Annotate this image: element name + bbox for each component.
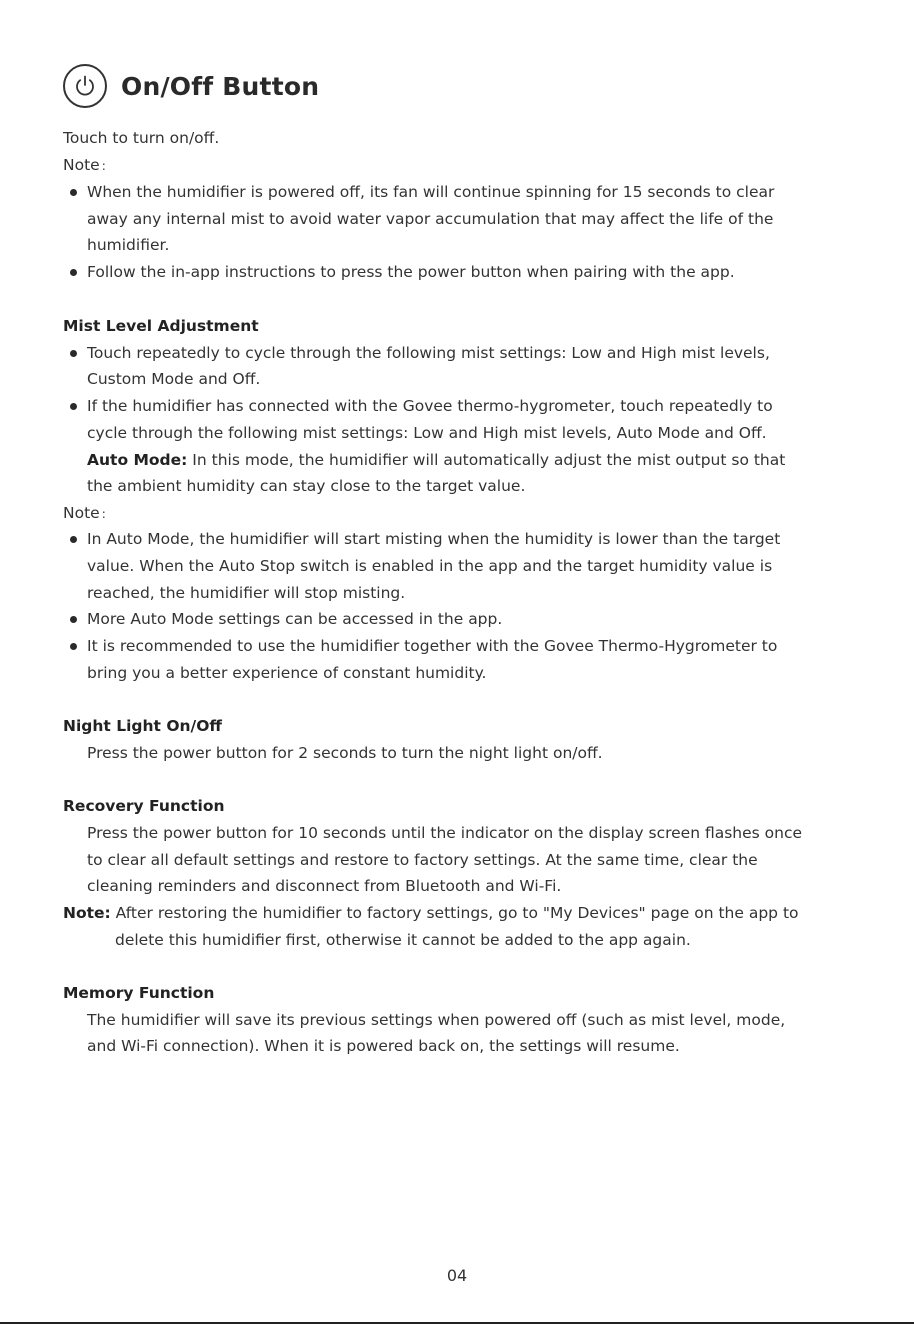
onoff-bullet1-line3: humidifier.: [87, 236, 170, 254]
memory-line2: and Wi-Fi connection). When it is powered back on, the settings will resume.: [87, 1037, 680, 1055]
bullet-dot: [70, 189, 77, 196]
night-text: Press the power button for 2 seconds to turn the night light on/off.: [87, 744, 603, 762]
section-header: [63, 63, 319, 109]
mist-heading: Mist Level Adjustment: [63, 317, 259, 335]
onoff-intro: Touch to turn on/off.: [63, 129, 220, 147]
bullet-dot: [70, 536, 77, 543]
auto-mode-line2: the ambient humidity can stay close to the target value.: [87, 477, 526, 495]
auto-mode-label: Auto Mode:: [87, 451, 188, 469]
mist-note-bullet1-line2: value. When the Auto Stop switch is enabled in the app and the target humidity value is: [87, 557, 773, 575]
auto-mode-text: In this mode, the humidifier will automatically adjust the mist output so that: [187, 451, 786, 469]
note-colon: :: [101, 507, 106, 521]
onoff-bullet2: Follow the in-app instructions to press the power button when pairing with the app.: [87, 263, 735, 281]
mist-bullet1-line2: Custom Mode and Off.: [87, 370, 261, 388]
recovery-note-line2: delete this humidifier first, otherwise it cannot be added to the app again.: [115, 931, 691, 949]
bullet-dot: [70, 269, 77, 276]
power-icon-glyph: [73, 74, 97, 98]
mist-note-bullet1-line3: reached, the humidifier will stop misting.: [87, 584, 406, 602]
mist-bullet1-line1: Touch repeatedly to cycle through the following mist settings: Low and High mist levels,: [87, 344, 770, 362]
recovery-note-text: After restoring the humidifier to factory settings, go to "My Devices" page on the app to: [110, 904, 799, 922]
note-label-text: Note: [63, 156, 100, 174]
recovery-line2: to clear all default settings and restore to factory settings. At the same time, clear the: [87, 851, 758, 869]
bullet-dot: [70, 403, 77, 410]
note-colon: :: [101, 159, 106, 173]
bullet-dot: [70, 350, 77, 357]
night-heading: Night Light On/Off: [63, 717, 222, 735]
page-number: 04: [446, 1266, 468, 1285]
memory-heading: Memory Function: [63, 984, 215, 1002]
mist-bullet2-line1: If the humidifier has connected with the Govee thermo-hygrometer, touch repeatedly to: [87, 397, 773, 415]
mist-note-bullet3-line1: It is recommended to use the humidifier together with the Govee Thermo-Hygrometer to: [87, 637, 778, 655]
recovery-line1: Press the power button for 10 seconds until the indicator on the display screen flashes once: [87, 824, 803, 842]
onoff-bullet1-line2: away any internal mist to avoid water vapor accumulation that may affect the life of the: [87, 210, 774, 228]
power-icon: [63, 64, 107, 108]
mist-note-bullet1-line1: In Auto Mode, the humidifier will start misting when the humidity is lower than the target: [87, 530, 781, 548]
onoff-bullet1-line1: When the humidifier is powered off, its fan will continue spinning for 15 seconds to clear: [87, 183, 775, 201]
recovery-line3: cleaning reminders and disconnect from Bluetooth and Wi-Fi.: [87, 877, 562, 895]
mist-note-label: [63, 502, 106, 525]
mist-note-bullet2: More Auto Mode settings can be accessed in the app.: [87, 610, 503, 628]
onoff-note-label: [63, 154, 106, 177]
memory-line1: The humidifier will save its previous settings when powered off (such as mist level, mode,: [87, 1011, 786, 1029]
mist-note-bullet3-line2: bring you a better experience of constant humidity.: [87, 664, 487, 682]
recovery-note-line1: [63, 902, 799, 924]
page-title: On/Off Button: [121, 71, 320, 101]
auto-mode-line1: [87, 449, 785, 471]
bullet-dot: [70, 616, 77, 623]
recovery-note-label: Note:: [63, 904, 111, 922]
recovery-heading: Recovery Function: [63, 797, 225, 815]
mist-bullet2-line2: cycle through the following mist settings: Low and High mist levels, Auto Mode and Off.: [87, 424, 767, 442]
bullet-dot: [70, 643, 77, 650]
note-label-text: Note: [63, 504, 100, 522]
